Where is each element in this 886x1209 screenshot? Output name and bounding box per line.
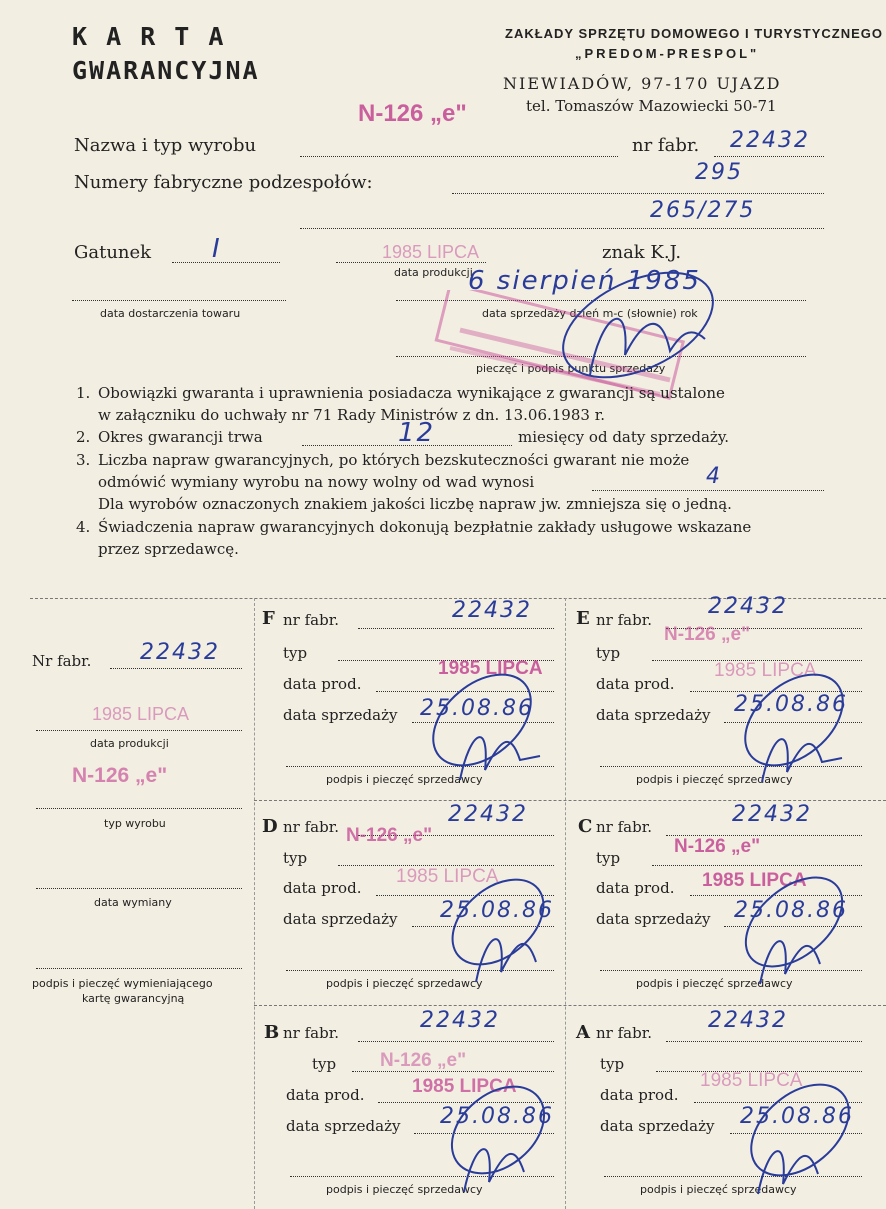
coupon-f-serial-line bbox=[358, 628, 554, 629]
coupon-d-sale-line bbox=[412, 926, 554, 927]
subassembly-value-2: 265/275 bbox=[650, 198, 756, 223]
stub-production-line bbox=[36, 730, 242, 731]
grade-label: Gatunek bbox=[74, 242, 152, 263]
issuer-address: NIEWIADÓW, 97-170 UJAZD bbox=[503, 74, 782, 93]
coupon-c-sale-label: data sprzedaży bbox=[596, 910, 711, 928]
stub-exchange-label: data wymiany bbox=[94, 896, 172, 909]
stub-serial-label: Nr fabr. bbox=[32, 652, 92, 670]
quality-label: znak K.J. bbox=[602, 242, 682, 263]
coupon-a-sale-value: 25.08.86 bbox=[740, 1104, 854, 1129]
delivery-label: data dostarczenia towaru bbox=[100, 307, 241, 320]
coupon-b-prod-stamp: 1985 LIPCA bbox=[412, 1076, 517, 1097]
coupon-e-sign-label: podpis i pieczęć sprzedawcy bbox=[636, 773, 793, 786]
coupon-e-sign-line bbox=[600, 766, 862, 767]
stub-exchange-line bbox=[36, 888, 242, 889]
term-3-line bbox=[592, 490, 824, 491]
term-4-number: 4. bbox=[76, 518, 91, 536]
coupon-e-sale-label: data sprzedaży bbox=[596, 706, 711, 724]
coupon-a-prod-stamp: 1985 LIPCA bbox=[700, 1070, 803, 1091]
tear-line-row-1 bbox=[254, 800, 886, 801]
subassembly-value-1: 295 bbox=[695, 160, 743, 185]
title-line1: K A R T A bbox=[72, 22, 226, 51]
tear-line-vertical-left bbox=[254, 598, 255, 1209]
production-stamp: 1985 LIPCA bbox=[382, 242, 480, 262]
coupon-e-sale-line bbox=[724, 722, 862, 723]
coupon-b-serial-label: nr fabr. bbox=[283, 1024, 339, 1042]
coupon-a-sale-label: data sprzedaży bbox=[600, 1117, 715, 1135]
coupon-c-prod-stamp: 1985 LIPCA bbox=[702, 870, 807, 891]
stub-serial-value: 22432 bbox=[140, 640, 220, 665]
coupon-e-prod-stamp: 1985 LIPCA bbox=[714, 660, 817, 681]
coupon-d-sale-value: 25.08.86 bbox=[440, 898, 554, 923]
coupon-c-type-line bbox=[652, 865, 862, 866]
coupon-e-type-stamp: N-126 „e" bbox=[664, 624, 751, 645]
coupon-c-sign-line bbox=[600, 970, 862, 971]
serial-value: 22432 bbox=[730, 128, 810, 153]
coupon-b-serial-value: 22432 bbox=[420, 1008, 500, 1033]
serial-line bbox=[714, 156, 824, 157]
term-3-value: 4 bbox=[706, 464, 722, 489]
serial-label: nr fabr. bbox=[632, 135, 700, 156]
coupon-f-sign-line bbox=[286, 766, 554, 767]
model-stamp: N-126 „e" bbox=[358, 100, 467, 127]
sale-date-line bbox=[396, 300, 806, 301]
coupon-b-letter: B bbox=[264, 1022, 280, 1043]
coupon-c-sale-line bbox=[724, 926, 862, 927]
coupon-b-sale-line bbox=[414, 1133, 554, 1134]
coupon-f-prod-line bbox=[376, 691, 554, 692]
coupon-a-prod-line bbox=[694, 1102, 862, 1103]
coupon-a-sale-line bbox=[730, 1133, 862, 1134]
coupon-a-serial-label: nr fabr. bbox=[596, 1024, 652, 1042]
term-1-line-2: w załączniku do uchwały nr 71 Rady Ministrów z dn. 13.06.1983 r. bbox=[98, 406, 605, 424]
product-label: Nazwa i typ wyrobu bbox=[74, 135, 257, 156]
sale-date-label: data sprzedaży dzień m-c (słownie) rok bbox=[482, 307, 698, 320]
coupon-f-serial-value: 22432 bbox=[452, 598, 532, 623]
coupon-b-type-stamp: N-126 „e" bbox=[380, 1050, 467, 1071]
production-label: data produkcji bbox=[394, 266, 473, 279]
coupon-f-sale-value: 25.08.86 bbox=[420, 696, 534, 721]
coupon-b-sign-label: podpis i pieczęć sprzedawcy bbox=[326, 1183, 483, 1196]
coupon-a-sign-line bbox=[604, 1176, 862, 1177]
stub-sign-line-2: kartę gwarancyjną bbox=[82, 992, 185, 1005]
coupon-c-sale-value: 25.08.86 bbox=[734, 898, 848, 923]
coupon-a-letter: A bbox=[576, 1022, 590, 1043]
term-1-line-1: Obowiązki gwaranta i uprawnienia posiadacza wynikające z gwarancji są ustalone bbox=[98, 384, 725, 402]
stub-sign-line-1: podpis i pieczęć wymieniającego bbox=[32, 977, 213, 990]
coupon-f-letter: F bbox=[262, 608, 275, 629]
coupon-d-type-label: typ bbox=[283, 849, 308, 867]
stub-serial-line bbox=[110, 668, 242, 669]
coupon-b-type-label: typ bbox=[312, 1055, 337, 1073]
coupon-c-prod-label: data prod. bbox=[596, 879, 675, 897]
coupon-b-prod-label: data prod. bbox=[286, 1086, 365, 1104]
coupon-c-prod-line bbox=[690, 895, 862, 896]
coupon-e-letter: E bbox=[576, 608, 590, 629]
term-3-line-1: Liczba napraw gwarancyjnych, po których bezskuteczności gwarant nie może bbox=[98, 451, 690, 469]
subassembly-line-2 bbox=[300, 228, 824, 229]
coupon-d-prod-stamp: 1985 LIPCA bbox=[396, 866, 499, 887]
subassembly-label: Numery fabryczne podzespołów: bbox=[74, 172, 373, 193]
stamp-line bbox=[396, 356, 806, 357]
coupon-e-serial-value: 22432 bbox=[708, 594, 788, 619]
stub-type-label: typ wyrobu bbox=[104, 817, 166, 830]
coupon-d-type-stamp: N-126 „e" bbox=[346, 825, 433, 846]
coupon-d-sale-label: data sprzedaży bbox=[283, 910, 398, 928]
coupon-b-serial-line bbox=[358, 1041, 554, 1042]
stub-type-line bbox=[36, 808, 242, 809]
coupon-e-type-label: typ bbox=[596, 644, 621, 662]
coupon-d-letter: D bbox=[262, 816, 278, 837]
coupon-c-type-stamp: N-126 „e" bbox=[674, 836, 761, 857]
coupon-d-prod-label: data prod. bbox=[283, 879, 362, 897]
coupon-b-sale-value: 25.08.86 bbox=[440, 1104, 554, 1129]
coupon-a-prod-label: data prod. bbox=[600, 1086, 679, 1104]
grade-value: I bbox=[212, 234, 222, 264]
product-line bbox=[300, 156, 618, 157]
term-2-before: Okres gwarancji trwa bbox=[98, 428, 263, 446]
coupon-e-serial-label: nr fabr. bbox=[596, 611, 652, 629]
term-2-number: 2. bbox=[76, 428, 91, 446]
tear-line-row-2 bbox=[254, 1005, 886, 1006]
coupon-a-type-label: typ bbox=[600, 1055, 625, 1073]
term-3-number: 3. bbox=[76, 451, 91, 469]
subassembly-line bbox=[452, 193, 824, 194]
stub-production-stamp: 1985 LIPCA bbox=[92, 704, 190, 724]
stub-production-label: data produkcji bbox=[90, 737, 169, 750]
issuer-phone: tel. Tomaszów Mazowiecki 50-71 bbox=[526, 97, 777, 115]
issuer-brand: „PREDOM-PRESPOL" bbox=[575, 46, 760, 61]
coupon-f-sale-label: data sprzedaży bbox=[283, 706, 398, 724]
stub-sign-line bbox=[36, 968, 242, 969]
stub-type-stamp: N-126 „e" bbox=[72, 764, 168, 787]
coupon-a-serial-line bbox=[666, 1041, 862, 1042]
delivery-line bbox=[72, 300, 286, 301]
coupon-a-serial-value: 22432 bbox=[708, 1008, 788, 1033]
coupon-f-sign-label: podpis i pieczęć sprzedawcy bbox=[326, 773, 483, 786]
coupon-f-sale-line bbox=[412, 722, 554, 723]
coupon-e-prod-label: data prod. bbox=[596, 675, 675, 693]
coupon-d-serial-label: nr fabr. bbox=[283, 818, 339, 836]
coupon-e-sale-value: 25.08.86 bbox=[734, 692, 848, 717]
coupon-c-letter: C bbox=[578, 816, 593, 837]
coupon-c-sign-label: podpis i pieczęć sprzedawcy bbox=[636, 977, 793, 990]
coupon-d-sign-line bbox=[286, 970, 554, 971]
sale-date-value: 6 sierpień 1985 bbox=[468, 266, 701, 296]
coupon-c-type-label: typ bbox=[596, 849, 621, 867]
coupon-f-prod-stamp: 1985 LIPCA bbox=[438, 658, 543, 679]
coupon-a-sign-label: podpis i pieczęć sprzedawcy bbox=[640, 1183, 797, 1196]
tear-line-vertical-middle bbox=[565, 598, 566, 1209]
issuer-name: ZAKŁADY SPRZĘTU DOMOWEGO I TURYSTYCZNEGO bbox=[505, 26, 884, 41]
coupon-b-prod-line bbox=[378, 1102, 554, 1103]
coupon-d-sign-label: podpis i pieczęć sprzedawcy bbox=[326, 977, 483, 990]
term-4-line-1: Świadczenia napraw gwarancyjnych dokonują bezpłatnie zakłady usługowe wskazane bbox=[98, 518, 752, 536]
term-1-number: 1. bbox=[76, 384, 91, 402]
coupon-c-serial-label: nr fabr. bbox=[596, 818, 652, 836]
term-4-line-2: przez sprzedawcę. bbox=[98, 540, 239, 558]
coupon-d-serial-value: 22432 bbox=[448, 802, 528, 827]
coupon-f-serial-label: nr fabr. bbox=[283, 611, 339, 629]
coupon-f-prod-label: data prod. bbox=[283, 675, 362, 693]
coupon-c-serial-value: 22432 bbox=[732, 802, 812, 827]
term-3-line-2: odmówić wymiany wyrobu na nowy wolny od wad wynosi bbox=[98, 473, 535, 491]
term-3-line-3: Dla wyrobów oznaczonych znakiem jakości liczbę napraw jw. zmniejsza się o jedną. bbox=[98, 495, 732, 513]
coupon-b-sign-line bbox=[290, 1176, 554, 1177]
coupon-b-sale-label: data sprzedaży bbox=[286, 1117, 401, 1135]
term-2-after: miesięcy od daty sprzedaży. bbox=[518, 428, 730, 446]
grade-line bbox=[172, 262, 280, 263]
stamp-label: pieczęć i podpis punktu sprzedaży bbox=[476, 362, 666, 375]
coupon-f-type-label: typ bbox=[283, 644, 308, 662]
coupon-d-prod-line bbox=[376, 895, 554, 896]
coupon-b-type-line bbox=[352, 1071, 554, 1072]
term-2-value: 12 bbox=[398, 418, 436, 448]
title-line2: GWARANCYJNA bbox=[72, 56, 260, 85]
